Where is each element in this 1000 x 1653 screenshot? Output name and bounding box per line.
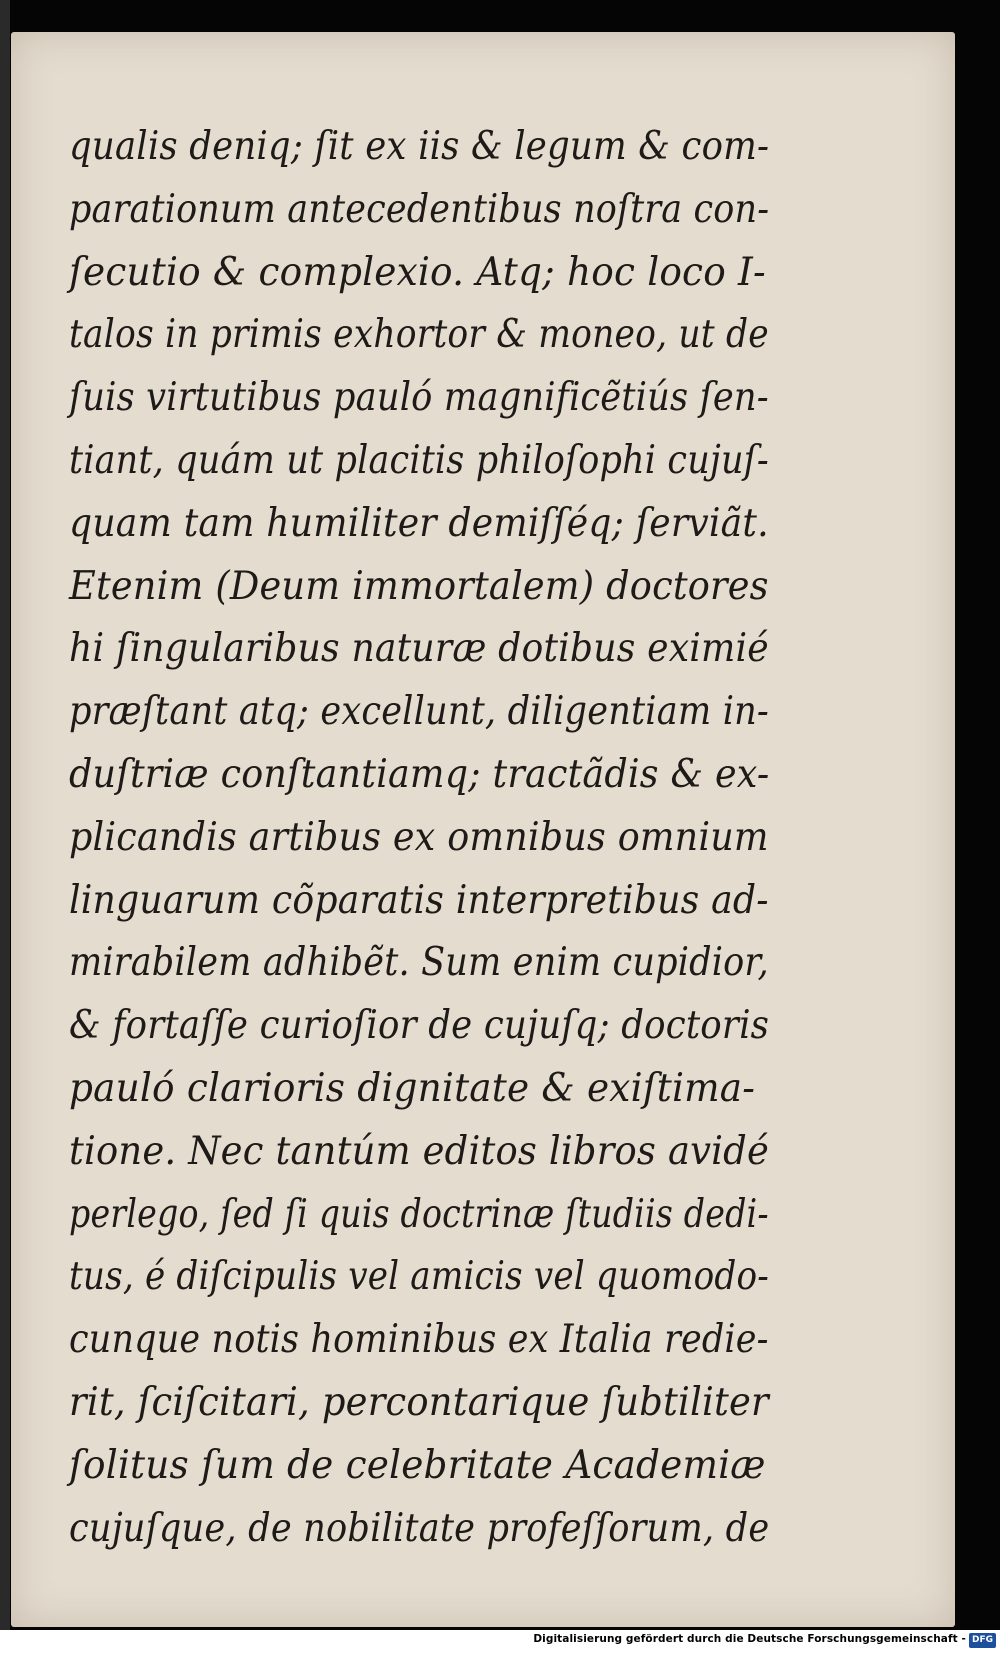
text-line: tiant, quám ut placitis philoſophi cujuſ- [69, 437, 769, 483]
text-line: & fortaſſe curioſior de cujuſq; doctoris [69, 1003, 770, 1049]
text-line: linguarum cõparatis interpretibus ad- [69, 877, 769, 923]
text-line: præſtant atq; excellunt, diligentiam in- [69, 689, 769, 735]
text-line: qualis deniq; ſit ex iis & legum & com- [69, 124, 770, 169]
text-line: cunque notis hominibus ex Italia redie- [69, 1317, 769, 1363]
text-line: tus, é diſcipulis vel amicis vel quomodo- [69, 1254, 769, 1300]
text-line: quam tam humiliter demiſſéq; ſerviãt. [69, 500, 769, 546]
page-text [69, 116, 799, 1560]
text-line: Etenim (Deum immortalem) doctores [69, 563, 769, 609]
text-line: mirabilem adhibẽt. Sum enim cupidior, [69, 940, 769, 986]
book-page [11, 32, 955, 1627]
text-line: hi ſingularibus naturæ dotibus eximié [69, 626, 769, 672]
binding-shadow [0, 0, 10, 1653]
text-line: tione. Nec tantúm editos libros avidé [69, 1128, 770, 1174]
text-line: pauló clarioris dignitate & exiſtima- [69, 1065, 756, 1111]
dfg-logo: DFG [969, 1633, 996, 1648]
text-line: parationum antecedentibus noſtra con- [69, 186, 770, 232]
text-line: plicandis artibus ex omnibus omnium [69, 814, 769, 860]
text-line: talos in primis exhortor & moneo, ut de [69, 312, 769, 358]
text-line: ſolitus ſum de celebritate Academiæ [69, 1442, 766, 1488]
footer-bar [0, 1630, 1000, 1653]
text-line: ſecutio & complexio. Atq; hoc loco I- [69, 249, 766, 295]
text-line: rit, ſciſcitari, percontarique ſubtiliter [69, 1379, 769, 1425]
funding-notice: Digitalisierung gefördert durch die Deutsche Forschungsgemeinschaft - [533, 1633, 966, 1645]
text-line: cujuſque, de nobilitate profeſſorum, de [69, 1505, 770, 1551]
text-line: perlego, ſed ſi quis doctrinæ ſtudiis dedi- [69, 1191, 769, 1237]
text-line: duſtriæ conſtantiamq; tractãdis & ex- [69, 751, 770, 797]
text-line: ſuis virtutibus pauló magnificẽtiús ſen- [69, 375, 769, 421]
